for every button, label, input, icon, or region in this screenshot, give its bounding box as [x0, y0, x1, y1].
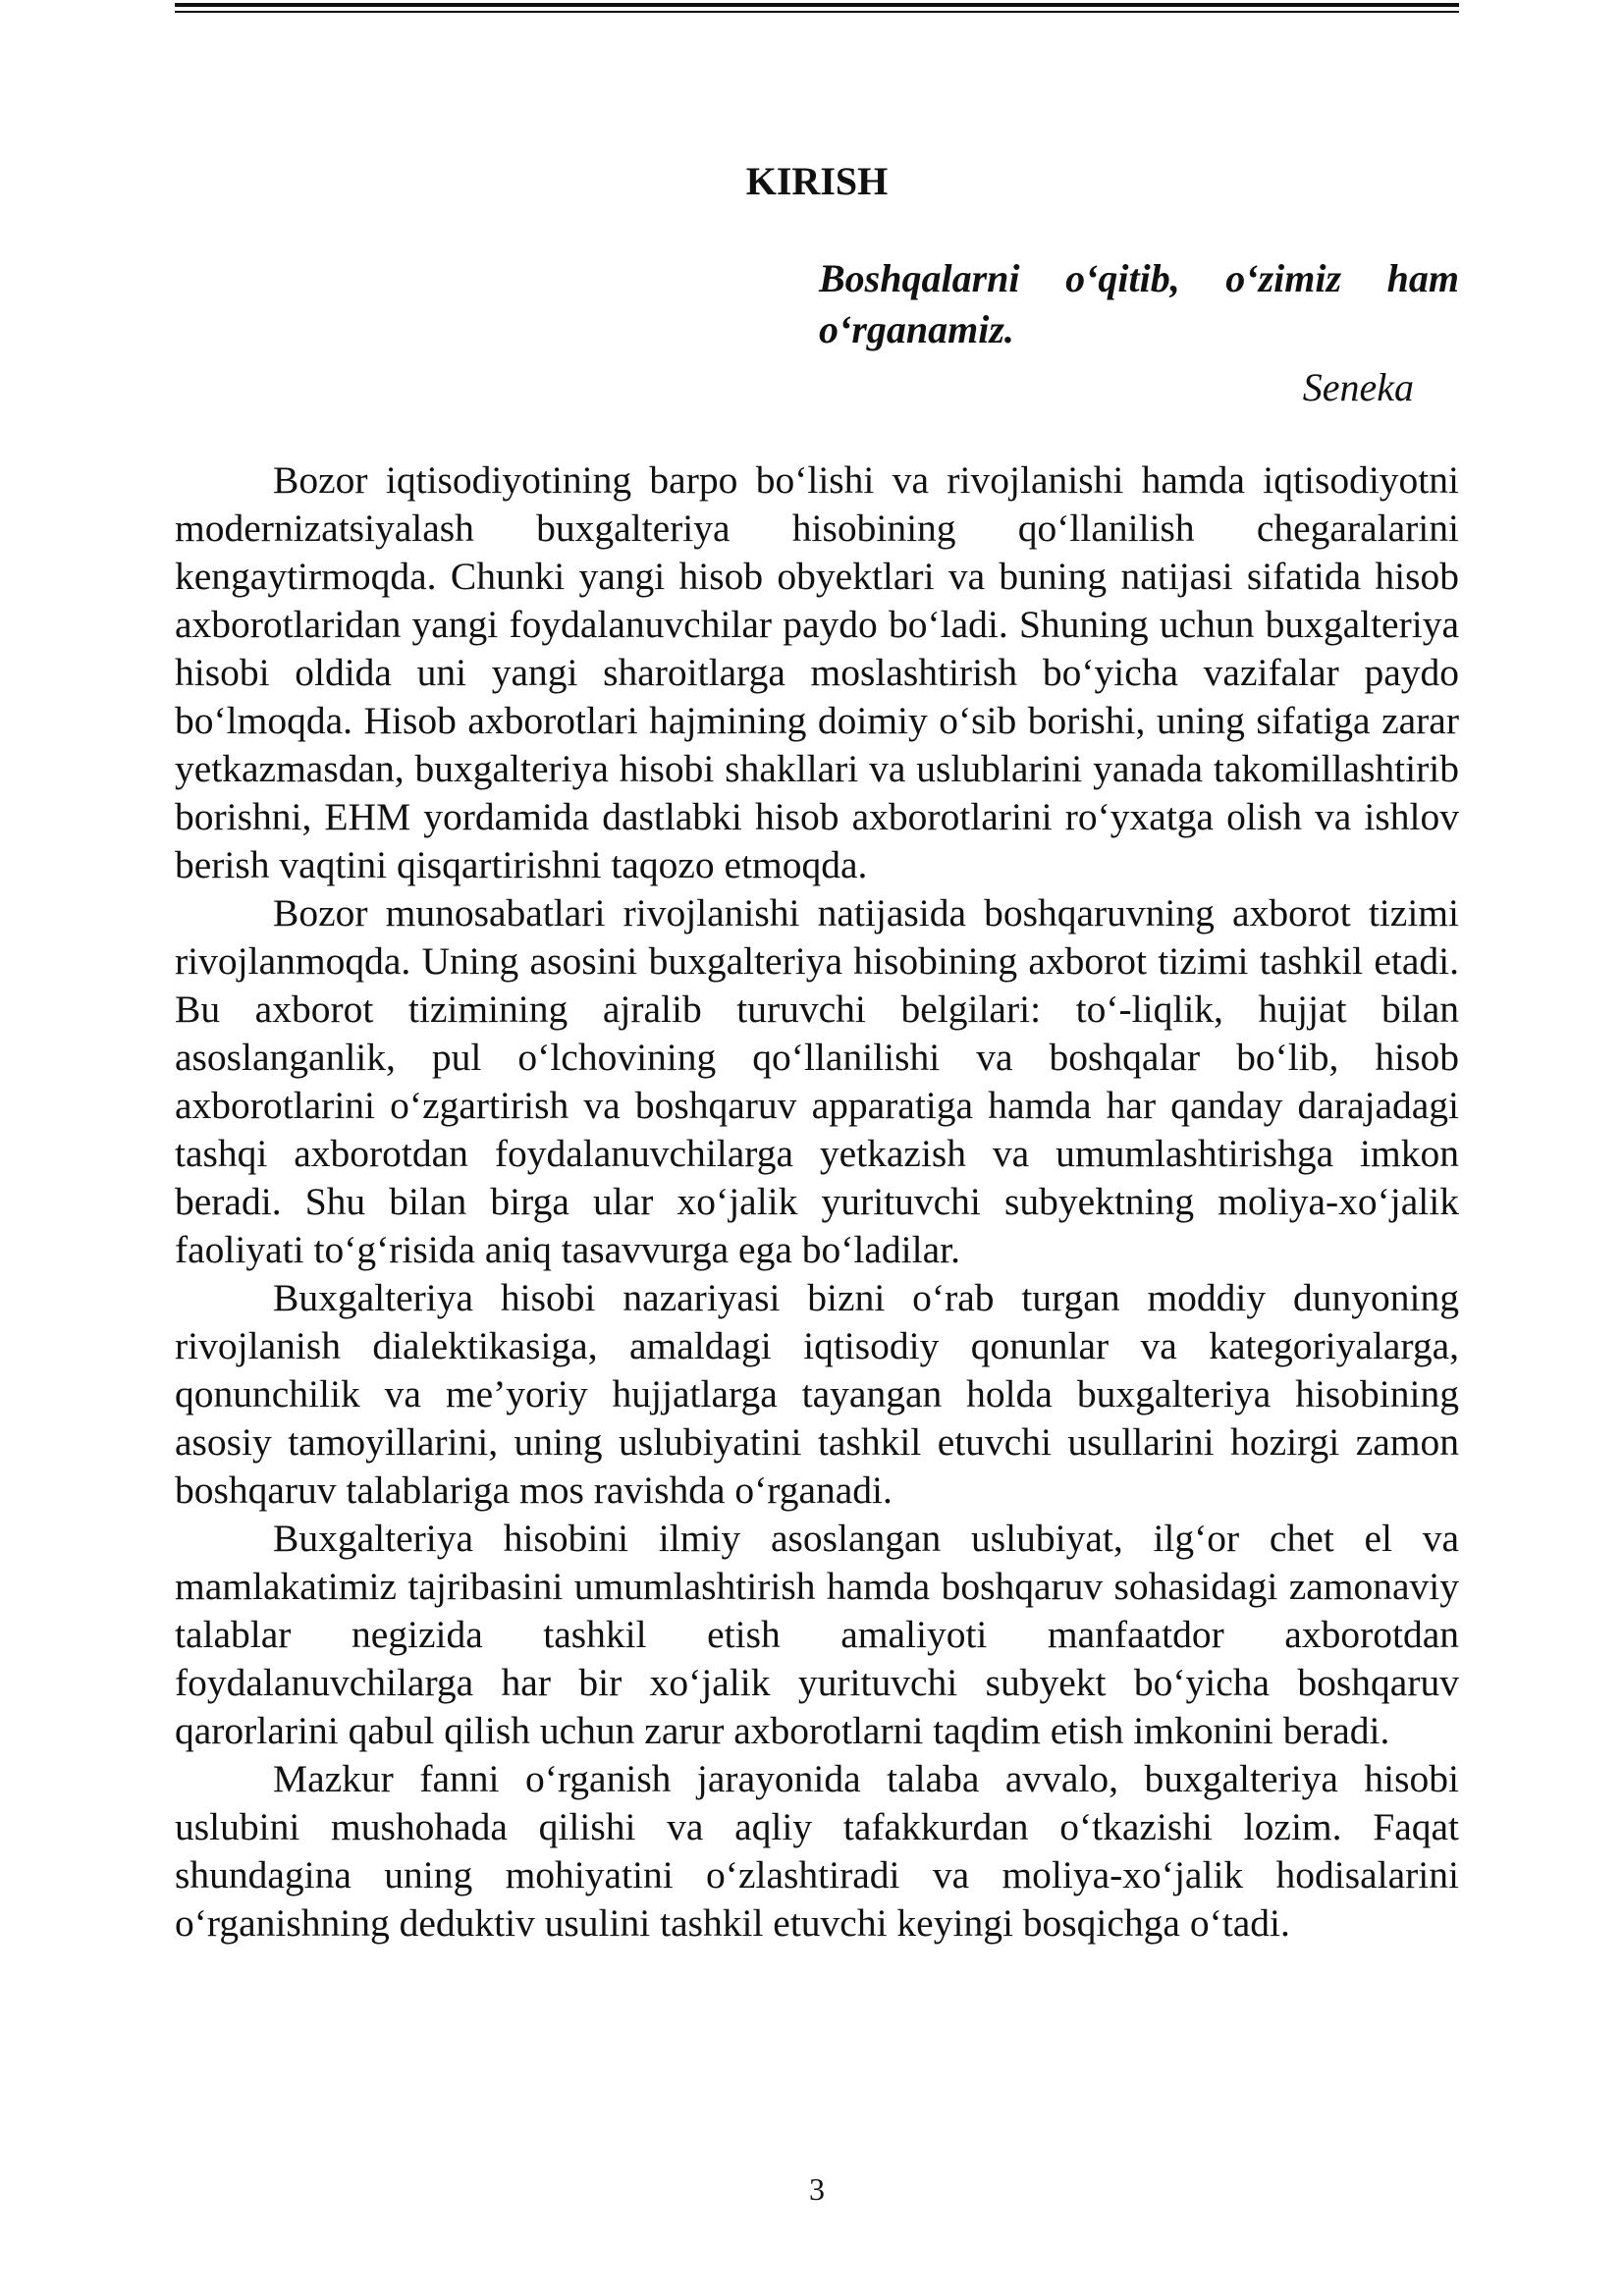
epigraph — [819, 253, 1459, 414]
header-rule-thin — [175, 11, 1459, 13]
header-rule — [175, 3, 1459, 13]
header-rule-thick — [175, 3, 1459, 7]
paragraph: Bozor iqtisodiyotining barpo bo‘lishi va rivojlanishi hamda iqtisodiyotni modernizatsiyalash buxgalteriya hisobining qo‘llanilish chegaralarini kengaytirmoqda. Chunki yangi hisob obyektlari va buning natijasi sifatida hisob axborotlaridan yangi foydalanuvchilar paydo bo‘ladi. Shuning uchun buxgalteriya hisobi oldida uni yangi sharoitlarga moslashtirish bo‘yicha vazifalar paydo bo‘lmoqda. Hisob axborotlari hajmining doimiy o‘sib borishi, uning sifatiga zarar yetkazmasdan, buxgalteriya hisobi shakllari va uslublarini yanada takomillashtirib borishni, EHM yordamida dastlabki hisob axborotlarini ro‘yxatga olish va ishlov berish vaqtini qisqartirishni taqozo etmoqda. — [175, 458, 1459, 886]
paragraph: Mazkur fanni o‘rganish jarayonida talaba avvalo, buxgalteriya hisobi uslubini mushohada qilishi va aqliy tafakkurdan o‘tkazishi lozim. Faqat shundagina uning mohiyatini o‘zlashtiradi va moliya-xo‘jalik hodisalarini o‘rganishning deduktiv usulini tashkil etuvchi keyingi bosqichga o‘tadi. — [175, 1757, 1459, 1945]
epigraph-quote: Boshqalarni o‘qitib, o‘zimiz ham o‘rganamiz. — [819, 256, 1459, 351]
epigraph-author: Seneka — [1302, 365, 1414, 409]
paragraph: Buxgalteriya hisobini ilmiy asoslangan uslubiyat, ilg‘or chet el va mamlakatimiz tajribasini umumlashtirish hamda boshqaruv sohasidagi zamonaviy talablar negizida tashkil etish amaliyoti manfaatdor axborotdan foydalanuvchilarga har bir xo‘jalik yurituvchi subyekt bo‘yicha boshqaruv qarorlarini qabul qilish uchun zarur axborotlarni taqdim etish imkonini beradi. — [175, 1517, 1459, 1752]
body-text — [175, 456, 1459, 1948]
paragraph: Buxgalteriya hisobi nazariyasi bizni o‘rab turgan moddiy dunyoning rivojlanish dialektikasiga, amaldagi iqtisodiy qonunlar va kategoriyalarga, qonunchilik va me’yoriy hujjatlarga tayangan holda buxgalteriya hisobining asosiy tamoyillarini, uning uslubiyatini tashkil etuvchi usullarini hozirgi zamon boshqaruv talablariga mos ravishda o‘rganadi. — [175, 1276, 1459, 1512]
book-page — [175, 0, 1459, 2296]
page-number: 3 — [809, 2171, 825, 2207]
paragraph: Bozor munosabatlari rivojlanishi natijasida boshqaruvning axborot tizimi rivojlanmoqda. Uning asosini buxgalteriya hisobining axborot tizimi tashkil etadi. Bu axborot tizimining ajralib turuvchi belgilari: to‘-liqlik, hujjat bilan asoslanganlik, pul o‘lchovining qo‘llanilishi va boshqalar bo‘lib, hisob axborotlarini o‘zgartirish va boshqaruv apparatiga hamda har qanday darajadagi tashqi axborotdan foydalanuvchilarga yetkazish va umumlashtirishga imkon beradi. Shu bilan birga ular xo‘jalik yurituvchi subyektning moliya-xo‘jalik faoliyati to‘g‘risida aniq tasavvurga ega bo‘ladilar. — [175, 891, 1459, 1271]
chapter-heading: KIRISH — [745, 159, 889, 203]
